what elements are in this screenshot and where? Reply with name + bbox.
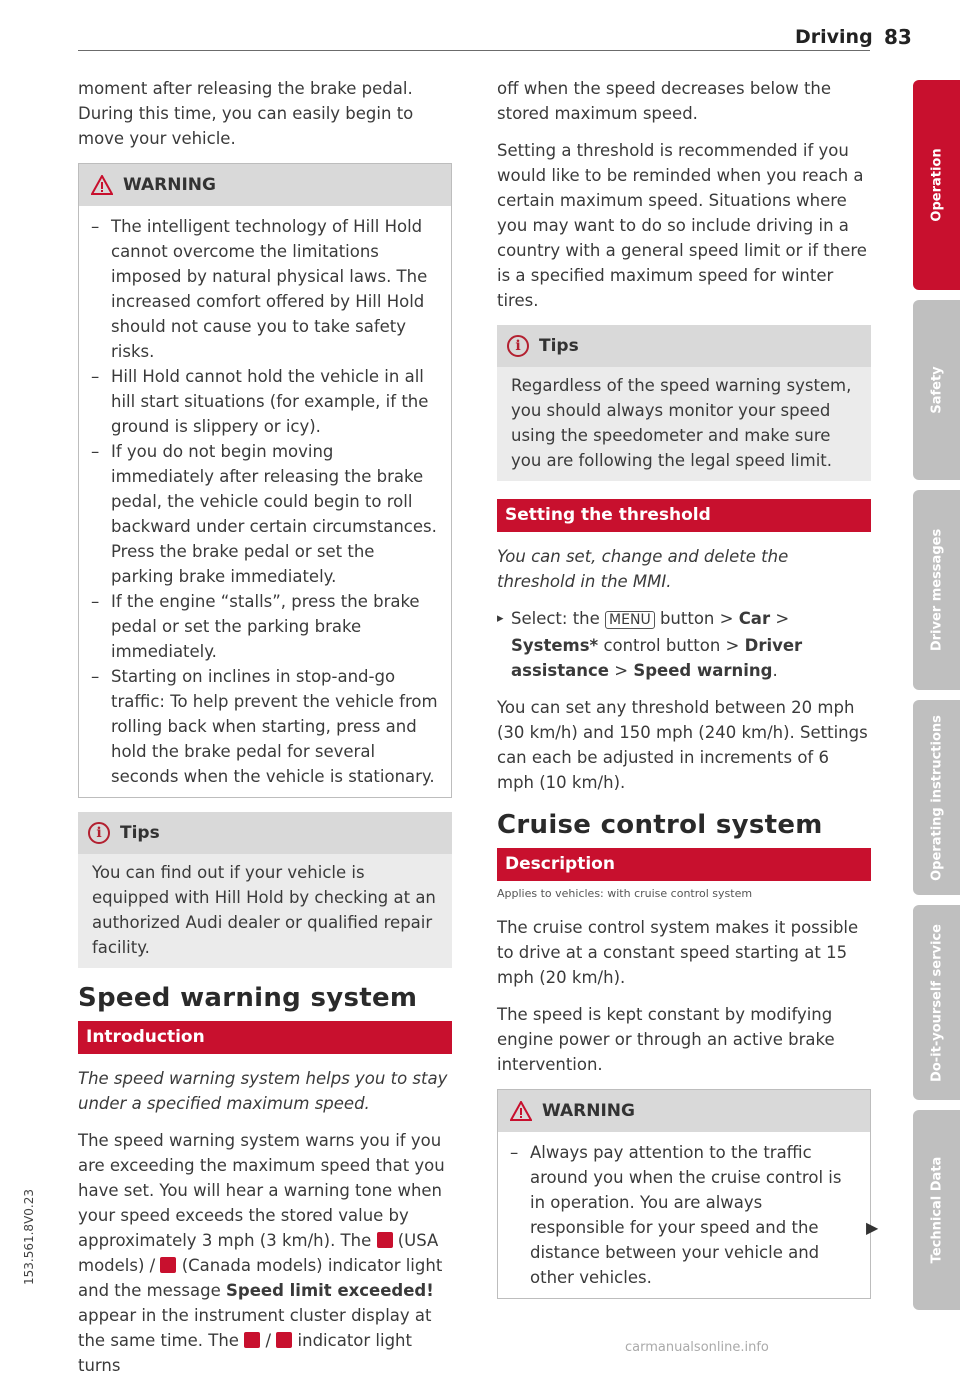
tips-box <box>497 325 871 481</box>
tips-body: You can find out if your vehicle is equipped with Hill Hold by checking at an authorized Audi dealer or qualified repair facility. <box>92 863 436 957</box>
warning-triangle-icon <box>91 175 113 195</box>
body-paragraph: The cruise control system makes it possible to drive at a constant speed starting at 15 mph (20 km/h). <box>497 918 859 987</box>
warning-title: WARNING <box>123 174 216 195</box>
warning-item: – The intelligent technology of Hill Hold cannot overcome the limitations imposed by natural physical laws. The increased comfort offered by Hill Hold should not cause you to take safety risks. <box>91 214 439 364</box>
continued-text: off when the speed decreases below the stored maximum speed. <box>497 79 832 123</box>
warning-item: – If you do not begin moving immediately after releasing the brake pedal, the vehicle could begin to roll backward under certain circumstances. Press the brake pedal or set the parking brake immediately. <box>91 439 439 589</box>
info-icon: i <box>507 335 529 357</box>
info-icon: i <box>88 822 110 844</box>
speed-warning-indicator-icon <box>160 1257 176 1273</box>
tips-header <box>78 812 452 854</box>
warning-header <box>498 1090 870 1132</box>
tips-body: Regardless of the speed warning system, you should always monitor your speed using the speedometer and make sure you are following the legal speed limit. <box>511 376 852 470</box>
tab-driver-messages[interactable]: Driver messages <box>913 490 960 690</box>
menu-button-label: MENU <box>605 611 655 629</box>
summary-text: The speed warning system helps you to stay under a specified maximum speed. <box>78 1069 448 1113</box>
section-heading: Speed warning system <box>78 983 418 1013</box>
tab-diy-service[interactable]: Do-it-yourself service <box>913 905 960 1100</box>
left-column <box>78 76 452 1390</box>
warning-list <box>498 1140 870 1290</box>
subsection-bar: Description <box>497 848 871 881</box>
warning-list <box>79 214 451 789</box>
summary-text: You can set, change and delete the threshold in the MMI. <box>497 547 789 591</box>
tips-box <box>78 812 452 968</box>
body-paragraph: Setting a threshold is recommended if you would like to be reminded when you reach a certain maximum speed. Situations where you may want to do so include driving in a country with a general speed limit or if there is a specified maximum speed for winter tires. <box>497 141 867 310</box>
tab-operation[interactable]: Operation <box>913 80 960 290</box>
warning-box <box>497 1089 871 1299</box>
section-title: Driving <box>795 26 873 48</box>
document-code: 153.561.8V0.23 <box>22 1189 36 1285</box>
message-text: Speed limit exceeded! <box>226 1281 434 1300</box>
tips-title: Tips <box>539 335 579 356</box>
body-paragraph: The speed warning system warns you if you are exceeding the maximum speed that you have set. You will hear a warning tone when your speed exceeds the stored value by approximately 3 mph (3 km/h). The (USA models) / (Canada models) indicator light and the message Speed limit exceeded! appear in the instrument cluster display at the same time. The / indicator light turns <box>78 1131 445 1375</box>
tips-title: Tips <box>120 822 160 843</box>
warning-triangle-icon <box>510 1101 532 1121</box>
continued-text: moment after releasing the brake pedal. During this time, you can easily begin to move your vehicle. <box>78 79 414 148</box>
watermark: carmanualsonline.info <box>625 1340 769 1355</box>
tab-safety[interactable]: Safety <box>913 300 960 480</box>
speed-warning-indicator-icon <box>377 1232 393 1248</box>
tab-technical-data[interactable]: Technical Data <box>913 1110 960 1310</box>
tab-operating-instructions[interactable]: Operating instructions <box>913 700 960 895</box>
header-rule <box>78 50 870 51</box>
applies-note: Applies to vehicles: with cruise control system <box>497 887 753 900</box>
section-heading: Cruise control system <box>497 810 823 840</box>
speed-warning-indicator-icon <box>244 1332 260 1348</box>
tips-header <box>497 325 871 367</box>
warning-header <box>79 164 451 206</box>
continue-arrow-icon: ▶ <box>866 1218 879 1237</box>
warning-item: – Starting on inclines in stop-and-go traffic: To help prevent the vehicle from rolling back when starting, press and hold the brake pedal for several seconds when the vehicle is stationary. <box>91 664 439 789</box>
warning-box <box>78 163 452 798</box>
body-paragraph: You can set any threshold between 20 mph (30 km/h) and 150 mph (240 km/h). Settings can each be adjusted in increments of 6 mph (10 km/h). <box>497 698 868 792</box>
warning-item: – Always pay attention to the traffic around you when the cruise control is in operation. You are always responsible for your speed and the distance between your vehicle and other vehicles. <box>510 1140 858 1290</box>
page-number: 83 <box>884 25 912 49</box>
warning-title: WARNING <box>542 1100 635 1121</box>
body-paragraph: The speed is kept constant by modifying engine power or through an active brake intervention. <box>497 1005 835 1074</box>
warning-item: – Hill Hold cannot hold the vehicle in all hill start situations (for example, if the ground is slippery or icy). <box>91 364 439 439</box>
warning-item: – If the engine “stalls”, press the brake pedal or set the parking brake immediately. <box>91 589 439 664</box>
instruction-step: ▸ Select: the MENU button > Car > Systems* control button > Driver assistance > Speed warning. <box>497 606 871 683</box>
subsection-bar: Introduction <box>78 1021 452 1054</box>
subsection-bar: Setting the threshold <box>497 499 871 532</box>
right-column <box>497 76 871 1313</box>
speed-warning-indicator-icon <box>276 1332 292 1348</box>
